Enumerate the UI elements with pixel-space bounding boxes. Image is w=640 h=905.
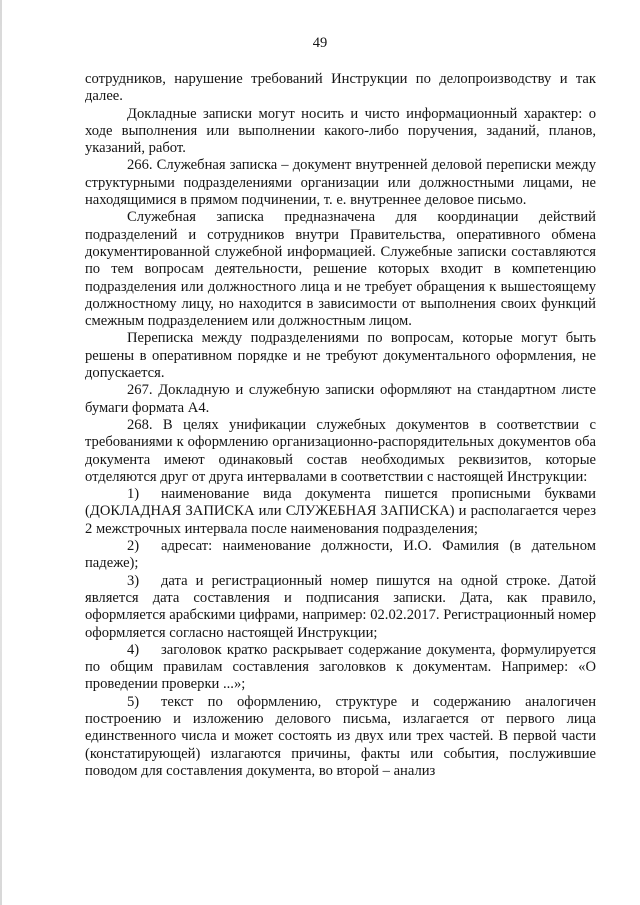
list-item <box>85 538 596 573</box>
paragraph: Служебная записка предназначена для координации действий подразделений и сотрудников внутри Правительства, оперативного обмена документированной служебной информацией. Служебные записки составляются по тем вопросам деятельности, решение которых входит в компетенцию подразделения или должностного лица и не требует обращения к вышестоящему должностному лицу, но находится в зависимости от выполнения своих функций смежным подразделением или должностным лицом. <box>85 209 596 330</box>
list-item-text: текст по оформлению, структуре и содержанию аналогичен построению и изложению делового письма, излагается от первого лица единственного числа и может состоять из двух или трех частей. В первой части (констатирующей) излагаются причины, факты или события, послужившие поводом для составления документа, во второй – анализ <box>85 693 596 779</box>
body-text <box>85 71 596 780</box>
list-item-text: заголовок кратко раскрывает содержание документа, формулируется по общим правилам составления заголовков к документам. Например: «О проведении проверки ...»; <box>85 641 596 693</box>
list-item-number: 5) <box>127 693 140 710</box>
list-item-number: 4) <box>127 641 140 658</box>
list-item <box>85 573 596 642</box>
list-item-number: 2) <box>127 538 140 555</box>
list-item-text: наименование вида документа пишется прописными буквами (ДОКЛАДНАЯ ЗАПИСКА или СЛУЖЕБНАЯ ЗАПИСКА) и располагается через 2 межстрочных интервала после наименования подразделения; <box>85 486 596 537</box>
list-item-text: адресат: наименование должности, И.О. Фамилия (в дательном падеже); <box>85 538 596 572</box>
list-item-number: 1) <box>127 486 140 503</box>
list-item-number: 3) <box>127 572 140 589</box>
list-item <box>85 486 596 538</box>
paragraph-item-268: 268. В целях унификации служебных документов в соответствии с требованиями к оформлению организационно-распорядительных документов оба документа имеют одинаковый состав необходимых реквизитов, которые отделяются друг от друга интервалами в соответствии с настоящей Инструкции: <box>85 416 596 485</box>
list-item <box>85 694 596 780</box>
paragraph-item-266: 266. Служебная записка – документ внутренней деловой переписки между структурными подразделениями организации или должностными лицами, не находящимися в прямом подчинении, т. е. внутреннее деловое письмо. <box>85 157 596 209</box>
list-item <box>85 642 596 694</box>
scan-edge <box>0 0 2 905</box>
list-item-text: дата и регистрационный номер пишутся на одной строке. Датой является дата составления и подписания записки. Дата, как правило, оформляется арабскими цифрами, например: 02.02.2017. Регистрационный номер оформляется согласно настоящей Инструкции; <box>85 572 596 641</box>
paragraph: Переписка между подразделениями по вопросам, которые могут быть решены в оперативном порядке и не требуют документального оформления, не допускается. <box>85 330 596 382</box>
paragraph-item-267: 267. Докладную и служебную записки оформляют на стандартном листе бумаги формата А4. <box>85 382 596 416</box>
page-number: 49 <box>312 35 328 51</box>
paragraph: сотрудников, нарушение требований Инструкции по делопроизводству и так далее. <box>85 71 596 105</box>
paragraph: Докладные записки могут носить и чисто информационный характер: о ходе выполнения или выполнении какого-либо поручения, заданий, планов, указаний, работ. <box>85 105 596 157</box>
